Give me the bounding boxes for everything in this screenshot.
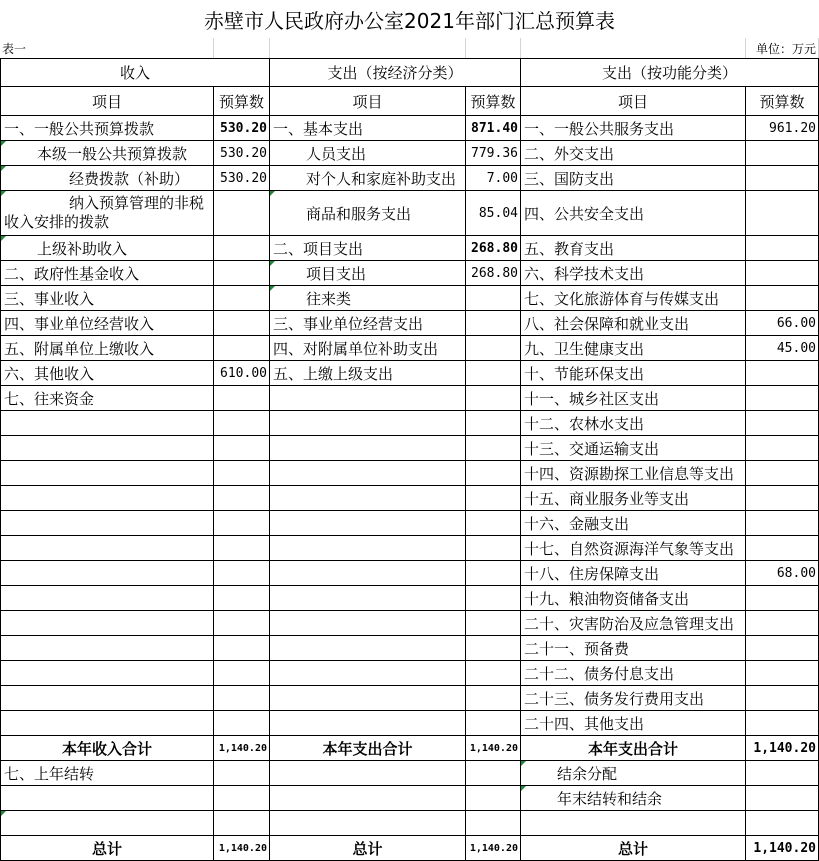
income-amount-cell xyxy=(214,236,270,261)
econ-item-cell xyxy=(270,436,466,461)
func-item-text: 十八、住房保障支出 xyxy=(524,564,660,583)
econ-amount-text: 268.80 xyxy=(471,240,518,256)
table-number-label: 表一 xyxy=(0,38,214,58)
income-amount-text: 530.20 xyxy=(220,120,267,136)
income-item-cell xyxy=(0,486,214,511)
func-amount-cell xyxy=(746,311,819,336)
income-amount-cell xyxy=(214,386,270,411)
carryover-income-amount-cell xyxy=(214,786,270,811)
econ-amount-cell xyxy=(466,166,521,191)
income-item-cell xyxy=(0,116,214,141)
econ-amount-cell xyxy=(466,236,521,261)
error-indicator-icon xyxy=(270,191,275,196)
carryover-econ-item-cell xyxy=(270,811,466,836)
income-amount-cell xyxy=(214,166,270,191)
unit-label: 单位：万元 xyxy=(746,38,819,58)
econ-item-cell xyxy=(270,411,466,436)
carryover-income-amount-cell xyxy=(214,811,270,836)
econ-amount-cell xyxy=(466,611,521,636)
annual-total-econ-item-cell xyxy=(270,736,466,761)
income-item-cell xyxy=(0,611,214,636)
income-item-cell xyxy=(0,286,214,311)
func-amount-cell xyxy=(746,261,819,286)
func-item-cell xyxy=(521,311,746,336)
func-amount-cell xyxy=(746,636,819,661)
econ-item-cell xyxy=(270,611,466,636)
carryover-income-item-cell xyxy=(0,786,214,811)
income-item-cell xyxy=(0,166,214,191)
econ-item-text: 二、项目支出 xyxy=(273,239,364,258)
income-amount-cell xyxy=(214,586,270,611)
income-item-text: 本级一般公共预算拨款 xyxy=(37,144,188,163)
grand-total-income-item-text: 总计 xyxy=(91,839,122,858)
carryover-func-amount-cell xyxy=(746,761,819,786)
econ-item-cell xyxy=(270,561,466,586)
grand-total-income-amount-text: 1,140.20 xyxy=(218,842,267,854)
func-item-text: 十二、农林水支出 xyxy=(524,414,645,433)
func-amount-cell xyxy=(746,611,819,636)
income-amount-cell xyxy=(214,191,270,236)
func-amount-cell xyxy=(746,511,819,536)
income-item-text: 五、附属单位上缴收入 xyxy=(4,339,155,358)
carryover-func-item-cell xyxy=(521,786,746,811)
func-item-text: 二、外交支出 xyxy=(524,144,615,163)
func-item-cell xyxy=(521,486,746,511)
econ-item-cell xyxy=(270,486,466,511)
func-item-cell xyxy=(521,586,746,611)
income-amount-cell xyxy=(214,686,270,711)
func-item-cell xyxy=(521,361,746,386)
econ-item-text: 项目支出 xyxy=(306,264,367,283)
econ-item-cell xyxy=(270,461,466,486)
func-amount-cell xyxy=(746,166,819,191)
income-item-cell xyxy=(0,411,214,436)
income-amount-cell xyxy=(214,711,270,736)
func-item-cell xyxy=(521,611,746,636)
econ-item-text: 五、上缴上级支出 xyxy=(273,364,394,383)
carryover-econ-amount-cell xyxy=(466,761,521,786)
income-item-text: 一、一般公共预算拨款 xyxy=(4,119,155,138)
econ-amount-cell xyxy=(466,311,521,336)
econ-item-cell xyxy=(270,586,466,611)
func-item-text: 二十一、预备费 xyxy=(524,639,630,658)
grand-total-func-item-cell xyxy=(521,836,746,861)
income-item-text: 七、往来资金 xyxy=(4,389,95,408)
column-header-income-item: 项目 xyxy=(0,87,214,116)
section-header-expense-economic: 支出（按经济分类） xyxy=(270,58,521,87)
func-item-text: 四、公共安全支出 xyxy=(524,204,645,223)
econ-item-text: 三、事业单位经营支出 xyxy=(273,314,424,333)
income-amount-cell xyxy=(214,436,270,461)
income-item-cell xyxy=(0,586,214,611)
error-indicator-icon xyxy=(521,761,526,766)
func-amount-text: 66.00 xyxy=(776,315,816,331)
func-amount-text: 45.00 xyxy=(776,340,816,356)
section-header-income: 收入 xyxy=(0,58,270,87)
income-item-cell xyxy=(0,686,214,711)
func-item-cell xyxy=(521,191,746,236)
econ-amount-cell xyxy=(466,536,521,561)
func-amount-cell xyxy=(746,661,819,686)
econ-amount-cell xyxy=(466,711,521,736)
column-header-func-item: 项目 xyxy=(521,87,746,116)
econ-amount-cell xyxy=(466,361,521,386)
income-amount-cell xyxy=(214,141,270,166)
func-item-text: 十一、城乡社区支出 xyxy=(524,389,660,408)
carryover-income-item-text: 七、上年结转 xyxy=(4,764,95,783)
func-item-text: 七、文化旅游体育与传媒支出 xyxy=(524,289,720,308)
error-indicator-icon xyxy=(1,166,6,171)
income-item-text: 上级补助收入 xyxy=(37,239,128,258)
func-item-text: 一、一般公共服务支出 xyxy=(524,119,675,138)
func-item-text: 十七、自然资源海洋气象等支出 xyxy=(524,539,735,558)
func-item-cell xyxy=(521,286,746,311)
func-amount-cell xyxy=(746,236,819,261)
income-item-text: 经费拨款（补助） xyxy=(69,169,190,188)
income-amount-cell xyxy=(214,536,270,561)
income-amount-cell xyxy=(214,486,270,511)
grand-total-income-item-cell xyxy=(0,836,214,861)
econ-item-text: 往来类 xyxy=(306,289,352,308)
income-amount-cell xyxy=(214,116,270,141)
econ-amount-cell xyxy=(466,661,521,686)
income-item-text: 二、政府性基金收入 xyxy=(4,264,140,283)
income-amount-cell xyxy=(214,611,270,636)
grand-total-func-amount-text: 1,140.20 xyxy=(753,840,816,856)
annual-total-income-item-cell xyxy=(0,736,214,761)
econ-item-cell xyxy=(270,361,466,386)
econ-item-cell xyxy=(270,661,466,686)
error-indicator-icon xyxy=(270,286,275,291)
func-item-text: 六、科学技术支出 xyxy=(524,264,645,283)
func-amount-text: 961.20 xyxy=(769,120,816,136)
func-amount-cell xyxy=(746,486,819,511)
econ-amount-cell xyxy=(466,116,521,141)
income-amount-cell xyxy=(214,636,270,661)
func-amount-cell xyxy=(746,686,819,711)
econ-amount-cell xyxy=(466,336,521,361)
income-item-cell xyxy=(0,361,214,386)
income-item-cell xyxy=(0,386,214,411)
econ-item-text: 一、基本支出 xyxy=(273,119,364,138)
carryover-func-item-cell xyxy=(521,811,746,836)
func-item-text: 十五、商业服务业等支出 xyxy=(524,489,690,508)
income-amount-text: 610.00 xyxy=(220,365,267,381)
econ-amount-cell xyxy=(466,286,521,311)
income-amount-text: 530.20 xyxy=(220,170,267,186)
econ-amount-cell xyxy=(466,511,521,536)
column-header-func-amount: 预算数 xyxy=(746,87,819,116)
carryover-income-item-cell xyxy=(0,811,214,836)
econ-item-text: 四、对附属单位补助支出 xyxy=(273,339,439,358)
carryover-income-amount-cell xyxy=(214,761,270,786)
income-item-cell xyxy=(0,636,214,661)
func-item-text: 二十三、债务发行费用支出 xyxy=(524,689,705,708)
func-item-text: 二十四、其他支出 xyxy=(524,714,645,733)
income-item-cell xyxy=(0,191,214,236)
func-amount-cell xyxy=(746,461,819,486)
econ-amount-text: 85.04 xyxy=(478,205,518,221)
func-amount-cell xyxy=(746,141,819,166)
annual-total-func-item-text: 本年支出合计 xyxy=(587,739,678,758)
func-item-text: 十四、资源勘探工业信息等支出 xyxy=(524,464,735,483)
func-amount-cell xyxy=(746,361,819,386)
econ-item-text: 对个人和家庭补助支出 xyxy=(306,169,457,188)
econ-item-cell xyxy=(270,141,466,166)
label-row-spacer xyxy=(214,38,270,58)
annual-total-econ-amount-cell xyxy=(466,736,521,761)
func-item-cell xyxy=(521,536,746,561)
income-item-cell xyxy=(0,461,214,486)
econ-amount-cell xyxy=(466,191,521,236)
income-amount-cell xyxy=(214,561,270,586)
func-item-cell xyxy=(521,116,746,141)
income-item-cell xyxy=(0,711,214,736)
column-header-econ-amount: 预算数 xyxy=(466,87,521,116)
econ-amount-text: 7.00 xyxy=(486,170,518,186)
func-item-cell xyxy=(521,636,746,661)
carryover-func-amount-cell xyxy=(746,811,819,836)
section-header-expense-function: 支出（按功能分类） xyxy=(521,58,819,87)
econ-item-cell xyxy=(270,386,466,411)
carryover-func-item-text: 年末结转和结余 xyxy=(557,789,663,808)
page-title: 赤壁市人民政府办公室2021年部门汇总预算表 xyxy=(204,8,615,33)
error-indicator-icon xyxy=(1,141,6,146)
econ-amount-text: 779.36 xyxy=(471,145,518,161)
annual-total-econ-amount-text: 1,140.20 xyxy=(469,742,518,754)
econ-item-cell xyxy=(270,236,466,261)
column-header-econ-item: 项目 xyxy=(270,87,466,116)
income-item-cell xyxy=(0,261,214,286)
func-item-text: 三、国防支出 xyxy=(524,169,615,188)
func-item-text: 二十、灾害防治及应急管理支出 xyxy=(524,614,735,633)
error-indicator-icon xyxy=(270,261,275,266)
income-amount-cell xyxy=(214,286,270,311)
econ-amount-text: 268.80 xyxy=(471,265,518,281)
income-amount-cell xyxy=(214,361,270,386)
func-item-cell xyxy=(521,561,746,586)
func-amount-cell xyxy=(746,286,819,311)
income-amount-cell xyxy=(214,261,270,286)
econ-amount-cell xyxy=(466,261,521,286)
econ-amount-text: 871.40 xyxy=(471,120,518,136)
func-item-cell xyxy=(521,461,746,486)
func-item-cell xyxy=(521,661,746,686)
econ-amount-cell xyxy=(466,461,521,486)
income-amount-cell xyxy=(214,461,270,486)
func-item-cell xyxy=(521,141,746,166)
func-item-cell xyxy=(521,686,746,711)
econ-item-cell xyxy=(270,636,466,661)
func-item-cell xyxy=(521,711,746,736)
econ-item-cell xyxy=(270,286,466,311)
func-item-text: 十六、金融支出 xyxy=(524,514,630,533)
func-item-cell xyxy=(521,336,746,361)
carryover-econ-amount-cell xyxy=(466,811,521,836)
annual-total-income-item-text: 本年收入合计 xyxy=(61,739,152,758)
carryover-func-amount-cell xyxy=(746,786,819,811)
grand-total-income-amount-cell xyxy=(214,836,270,861)
func-amount-cell xyxy=(746,561,819,586)
econ-amount-cell xyxy=(466,386,521,411)
income-item-cell xyxy=(0,236,214,261)
income-amount-cell xyxy=(214,661,270,686)
grand-total-func-item-text: 总计 xyxy=(617,839,648,858)
income-item-text: 六、其他收入 xyxy=(4,364,95,383)
func-item-cell xyxy=(521,236,746,261)
econ-item-cell xyxy=(270,336,466,361)
func-item-text: 九、卫生健康支出 xyxy=(524,339,645,358)
label-row-spacer xyxy=(466,38,521,58)
func-item-text: 十、节能环保支出 xyxy=(524,364,645,383)
econ-amount-cell xyxy=(466,636,521,661)
label-row-spacer xyxy=(270,38,466,58)
carryover-econ-item-cell xyxy=(270,786,466,811)
econ-item-cell xyxy=(270,511,466,536)
income-item-cell xyxy=(0,511,214,536)
econ-item-cell xyxy=(270,191,466,236)
annual-total-income-amount-text: 1,140.20 xyxy=(218,742,267,754)
annual-total-econ-item-text: 本年支出合计 xyxy=(322,739,413,758)
income-item-cell xyxy=(0,661,214,686)
econ-item-cell xyxy=(270,711,466,736)
func-item-cell xyxy=(521,386,746,411)
income-amount-cell xyxy=(214,336,270,361)
income-item-cell xyxy=(0,336,214,361)
income-item-cell xyxy=(0,141,214,166)
econ-amount-cell xyxy=(466,561,521,586)
econ-item-cell xyxy=(270,536,466,561)
error-indicator-icon xyxy=(1,191,6,196)
carryover-econ-amount-cell xyxy=(466,786,521,811)
annual-total-income-amount-cell xyxy=(214,736,270,761)
income-item-text: 三、事业收入 xyxy=(4,289,95,308)
econ-amount-cell xyxy=(466,586,521,611)
func-item-cell xyxy=(521,411,746,436)
grand-total-econ-item-text: 总计 xyxy=(352,839,383,858)
func-amount-cell xyxy=(746,411,819,436)
econ-item-cell xyxy=(270,261,466,286)
econ-amount-cell xyxy=(466,686,521,711)
grand-total-econ-item-cell xyxy=(270,836,466,861)
grand-total-econ-amount-cell xyxy=(466,836,521,861)
func-amount-cell xyxy=(746,336,819,361)
func-amount-cell xyxy=(746,436,819,461)
func-item-text: 五、教育支出 xyxy=(524,239,615,258)
carryover-func-item-text: 结余分配 xyxy=(557,764,618,783)
error-indicator-icon xyxy=(1,236,6,241)
func-amount-cell xyxy=(746,711,819,736)
func-item-cell xyxy=(521,261,746,286)
func-amount-cell xyxy=(746,586,819,611)
func-item-text: 十九、粮油物资储备支出 xyxy=(524,589,690,608)
econ-amount-cell xyxy=(466,141,521,166)
income-item-cell xyxy=(0,311,214,336)
label-row-spacer xyxy=(521,38,746,58)
error-indicator-icon xyxy=(1,811,6,816)
func-item-text: 二十二、债务付息支出 xyxy=(524,664,675,683)
func-amount-cell xyxy=(746,386,819,411)
func-item-text: 十三、交通运输支出 xyxy=(524,439,660,458)
func-item-cell xyxy=(521,436,746,461)
econ-amount-cell xyxy=(466,436,521,461)
annual-total-func-item-cell xyxy=(521,736,746,761)
annual-total-func-amount-text: 1,140.20 xyxy=(753,740,816,756)
econ-amount-cell xyxy=(466,411,521,436)
carryover-func-item-cell xyxy=(521,761,746,786)
econ-amount-cell xyxy=(466,486,521,511)
func-item-cell xyxy=(521,511,746,536)
func-amount-cell xyxy=(746,191,819,236)
income-amount-cell xyxy=(214,411,270,436)
econ-item-cell xyxy=(270,311,466,336)
econ-item-cell xyxy=(270,686,466,711)
income-item-cell xyxy=(0,561,214,586)
func-item-cell xyxy=(521,166,746,191)
income-item-cell xyxy=(0,436,214,461)
error-indicator-icon xyxy=(521,786,526,791)
func-amount-text: 68.00 xyxy=(776,565,816,581)
grand-total-econ-amount-text: 1,140.20 xyxy=(469,842,518,854)
grand-total-func-amount-cell xyxy=(746,836,819,861)
income-item-text: 四、事业单位经营收入 xyxy=(4,314,155,333)
carryover-income-item-cell xyxy=(0,761,214,786)
carryover-econ-item-cell xyxy=(270,761,466,786)
annual-total-func-amount-cell xyxy=(746,736,819,761)
income-amount-cell xyxy=(214,311,270,336)
income-amount-cell xyxy=(214,511,270,536)
income-item-text: 纳入预算管理的非税收入安排的拨款 xyxy=(4,194,205,231)
income-amount-text: 530.20 xyxy=(220,145,267,161)
econ-item-cell xyxy=(270,116,466,141)
income-item-cell xyxy=(0,536,214,561)
econ-item-cell xyxy=(270,166,466,191)
column-header-income-amount: 预算数 xyxy=(214,87,270,116)
econ-item-text: 商品和服务支出 xyxy=(306,204,412,223)
func-amount-cell xyxy=(746,536,819,561)
econ-item-text: 人员支出 xyxy=(306,144,367,163)
func-item-text: 八、社会保障和就业支出 xyxy=(524,314,690,333)
func-amount-cell xyxy=(746,116,819,141)
